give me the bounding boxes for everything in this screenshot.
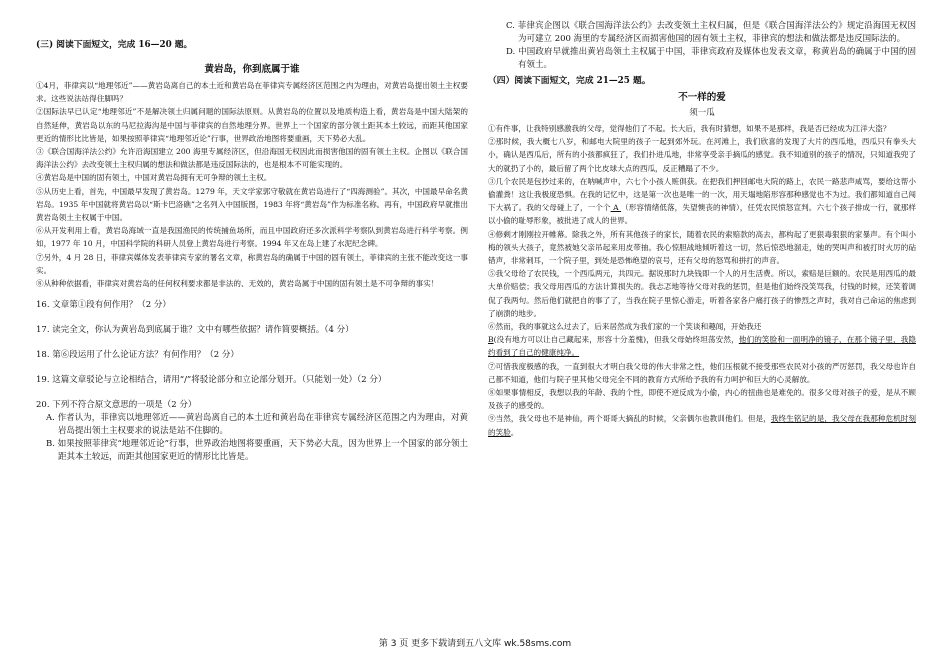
article-author: 须一瓜 [689,108,715,118]
underlined-sentence-mirror: 他们的笑脸和一面明净的镜子，在那个镜子里，我隐约看到了自己的健康纯净。 [488,335,917,358]
option-b: B. 如果按照菲律宾“地理邻近论”行事，世界政治地图将要重画，天下势必大乱，因为世界上一个国家的部分领土距其本土较远，而距其他国家更近的情形比比皆是。 [46,439,468,463]
question-18: 18. 第⑥段运用了什么论证方法？有何作用？（2 分） [36,350,239,361]
paragraph-8: ⑧从种种依据看，菲律宾对黄岩岛的任何权利要求都是非法的、无效的，黄岩岛属于中国的固有领土是不可争辩的事实！ [36,279,439,289]
story-paragraph-8: ⑧如果事情相反，我想以我的年龄、我的个性，即使不逆反成为小偷，内心的扭曲也是难免的。很多父母对孩子的爱，是从不顾及孩子的感受的。 [488,388,916,411]
story-paragraph-6b [488,333,916,359]
story-p9-start: ⑨当然，我父母也不是神仙，两个哥哥大摘乱的时候，父亲偶尔也教训他们。但是， [488,414,771,424]
page-footer: 第 3 页 更多下载请到五八文库 wk.58sms.com [378,639,572,649]
story-paragraph-2: ②那时候，我大概七八岁，和邮电大院里的孩子一起到郊外玩。在河滩上，我们欣喜的发现了大片的西瓜地，西瓜只有拳头大小，确认是西瓜后，所有的小孩都疯狂了，我们扑进瓜地，非常享受亲手摘瓜的感觉。我不知道别的孩子的情况，只知道我兜了大的就扔了小的，最后留了两个比皮球大点的西瓜，反正糟蹋了不少。 [488,137,916,173]
question-17: 17. 读完全文，你认为黄岩岛到底属于谁？文中有哪些依据？请作简要概括。（4 分） [36,325,354,336]
blank-b: B [488,335,494,345]
story-paragraph-6: ⑥然而，我的事就这么过去了，后来居然成为我们家的一个笑谈和趣闻，开始我还 [488,322,762,332]
question-16: 16. 文章第①段有何作用？（2 分） [36,300,171,311]
right-column [488,20,916,439]
paragraph-5: ⑤从历史上看，首先，中国最早发现了黄岩岛。1279 年，天文学家郭守敬就在黄岩岛进行了“四海测验”。其次，中国最早命名黄岩岛。1935 年中国就将黄岩岛以“斯卡巴洛礁”之名列入中国版图，1983 年将“黄岩岛”作为标准名称。再有，中国政府早就推出黄岩岛领土主权属于中国。 [36,186,468,223]
paragraph-6: ⑥从开发利用上看，黄岩岛海域一直是我国渔民的传统捕鱼场所，而且中国政府还多次派科学考察队到黄岩岛进行科学考察。例如，1977 年 10 月，中国科学院的科研人员登上黄岩岛进行考察。1994 年又在岛上建了水泥纪念碑。 [36,226,468,249]
story-paragraph-1: ①有件事，让我特别感激我的父母，觉得他们了不起。长大后，我有时猜想，如果不是那样，我是否已经成为江洋大盗？ [488,124,891,133]
paragraph-7: ⑦另外，4 月 28 日，菲律宾媒体发表菲律宾专家的署名文章，称黄岩岛的确属于中国的固有领土，菲律宾的主张不能改变这一事实。 [36,252,468,275]
paragraph-4: ④黄岩岛是中国的固有领土，中国对黄岩岛拥有无可争辩的领土主权。 [36,173,272,183]
section-heading-4: （四）阅读下面短文，完成 21—25 题。 [488,76,651,86]
story-paragraph-4: ④修剩才刚刚拉开帷幕。除我之外，所有其他孩子的家长，随着农民的索赔款的高去，都构起了更狠毒狠狠的家暴声。有个叫小梅的领头大孩子，竟然被她父亲吊起来用皮带抽。我心惊胆战地倾听着这一切，然后惊恐地溜走，她的哭叫声和被打时火厉的砧错声，非常刺耳，一个院子里，到处是恐怖绝望的哀号，还有父母的怒骂和拼打的声音。 [488,229,916,266]
story-p6b-mid: (没有地方可以让自己藏起来，形容十分羞愧)，但我父母始终坦荡安然， [493,335,739,345]
left-column [36,38,468,464]
question-20: 20. 下列不符合原文意思的一项是（2 分） [36,400,197,411]
option-a: A. 作者认为，菲律宾以地理邻近——黄岩岛离自己的本土近和黄岩岛在菲律宾专属经济区范围之内为理由，对黄岩岛提出领土主权要求的说法是站不住脚的。 [46,413,468,437]
story-paragraph-9 [488,412,916,438]
article-title-huangyan: 黄岩岛，你到底属于谁 [204,64,300,75]
story-paragraph-5: ⑤我父母给了农民钱，一个西瓜两元，共四元。据说那时九块钱即一个人的月生活费。所以，索赔是巨额的。农民是用西瓜的最大单价赔偿；我父母用西瓜的方法计算损失的。我忐忑地等待父母对我的惩罚，但是他们始终没笑骂我，付钱的时候，还笑着调侃了我两句。然后他们就把自的事了了，当我在院子里惊心游走，听着各家各户痛打孩子的惨烈之声时，我对自己命运的焦虑到了崩溃的地步。 [488,269,916,318]
paragraph-3: ③《联合国海洋法公约》允许沿海国建立 200 海里专属经济区，但沿海国无权因此而损害他国的固有领土主权。企图以《联合国海洋法公约》去改变领土主权归属的想法和做法都是违反国际法的，也是根本不可能实现的。 [36,147,468,170]
underlined-sentence-smile: 我终生铭记的是，我父母在我那种危机时刻的笑脸 [488,414,917,437]
question-19: 19. 这篇文章驳论与立论相结合，请用“/”将驳论部分和立论部分划开。（只能划一处）（2 分） [36,375,387,386]
story-paragraph-3 [488,175,916,228]
story-p3-start: ③几个农民是包抄过来的，在呐喊声中，六七个小孩人赃俱获。在把我们押回邮电大院的路上，农民一路悲声咸骂，要给这帮小偷灌粪！这让我极度恐惧。在我的记忆中，这是第一次也是唯一的一次，用天塌地陷形容那种感觉也不为过。我们都知道自己闯下大祸了。我的父母碰上了，一个个 [488,176,916,213]
story-p9-end: 。 [510,427,519,437]
section-heading-3: (三) 阅读下面短文，完成 16—20 题。 [36,40,193,50]
option-d: D. 中国政府早就推出黄岩岛领土主权属于中国，菲律宾政府及媒体也发表文章，称黄岩岛的确属于中国的固有领土。 [506,47,916,70]
article-title-love: 不一样的爱 [678,92,726,103]
paragraph-1: ①4月，菲律宾以“地理邻近”——黄岩岛离自己的本土近和黄岩岛在菲律宾专属经济区范围之内为理由，对黄岩岛提出领土主权要求。这些说法站得住脚吗？ [36,81,468,104]
blank-a: A [610,203,622,213]
option-c: C. 菲律宾企图以《联合国海洋法公约》去改变领土主权归属，但是《联合国海洋法公约》规定沿海国无权因为可建立 200 海里的专属经济区而损害他国的固有领土主权，菲律宾的想法和做法都是违反国际法的。 [506,21,916,44]
paragraph-2: ②国际法早已认定“地理邻近”不是解决领土归属问题的国际法原则。从黄岩岛的位置以及地质构造上看，黄岩岛是中国大陆架的自然延伸，黄岩岛以东的马尼拉海沟是中国与菲律宾的自然地理分界。世界上一个国家的部分领土距其本土较远，而距其他国家更近的情形比比皆是，如果按照菲律宾“地理邻近论”行事，世界政治地图将要重画，天下势必大乱。 [36,107,468,143]
story-p3-end: （形容情绪低落，失望懊丧的神情），任凭农民愤怒宣判。六七个孩子排成一行，就那样以小偷的耻辱形象，被批进了成人的世界。 [488,203,916,226]
story-paragraph-7: ⑦可惜我度极感的我，一直到很大才明白我父母的伟大非常之性，他们压根就不接受那些农民对小孩的严厉惩罚，我父母也许自己都不知道，他们与院子里其他父母完全不同的教育方式所给予我的有力呵护和巨大的心灵解放。 [488,361,916,384]
